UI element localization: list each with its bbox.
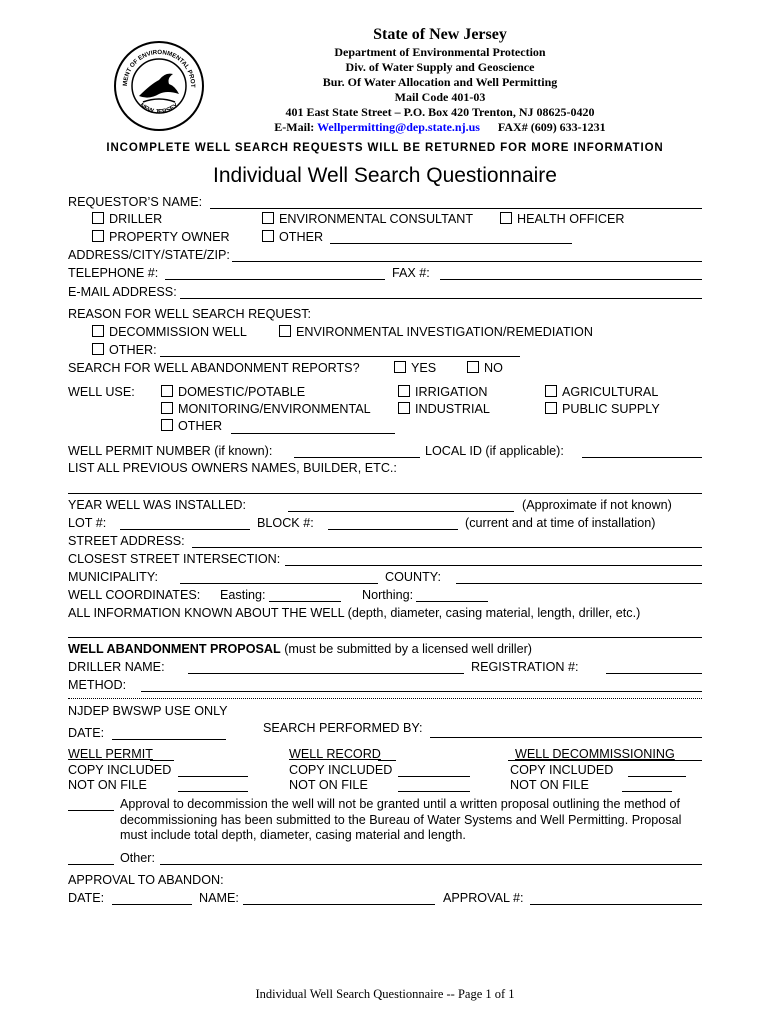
checkbox-driller[interactable]	[92, 212, 162, 226]
checkbox-industrial[interactable]	[398, 402, 490, 416]
well-decom-underline-ext	[508, 760, 702, 761]
svg-text:NEW JERSEY	[138, 102, 180, 116]
checkbox-box[interactable]	[161, 419, 173, 431]
email-fax-line	[230, 120, 650, 135]
checkbox-property-owner[interactable]	[92, 230, 230, 244]
local-id-label: LOCAL ID (if applicable):	[425, 444, 564, 458]
checkbox-well-use-other[interactable]	[161, 419, 222, 433]
other-check-field[interactable]	[68, 864, 114, 865]
permit-not-on-file-field[interactable]	[178, 791, 248, 792]
checkbox-box[interactable]	[161, 402, 173, 414]
permit-number-label: WELL PERMIT NUMBER (if known):	[68, 444, 273, 458]
njdep-other-label: Other:	[120, 851, 155, 865]
county-label: COUNTY:	[385, 570, 441, 584]
registration-label: REGISTRATION #:	[471, 660, 579, 674]
easting-field[interactable]	[269, 601, 341, 602]
checkbox-public-supply-label: PUBLIC SUPPLY	[562, 402, 660, 416]
decom-not-on-file-field[interactable]	[622, 791, 672, 792]
all-info-field[interactable]	[68, 637, 702, 638]
requestor-name-field[interactable]	[210, 208, 702, 209]
decom-copy-field[interactable]	[628, 776, 686, 777]
checkbox-env-consultant-label: ENVIRONMENTAL CONSULTANT	[279, 212, 474, 226]
checkbox-box[interactable]	[279, 325, 291, 337]
incomplete-notice: INCOMPLETE WELL SEARCH REQUESTS WILL BE RETURNED FOR MORE INFORMATION	[106, 142, 664, 154]
lot-field[interactable]	[120, 529, 250, 530]
approval-to-abandon-label: APPROVAL TO ABANDON:	[68, 873, 224, 887]
checkbox-box[interactable]	[92, 325, 104, 337]
checkbox-no-label: NO	[484, 361, 503, 375]
checkbox-requestor-other[interactable]	[262, 230, 323, 244]
fax-number: FAX# (609) 633-1231	[497, 120, 606, 134]
record-not-on-file-label: NOT ON FILE	[289, 778, 368, 792]
reason-other-field[interactable]	[160, 356, 520, 357]
dept-name: Department of Environmental Protection	[334, 45, 546, 59]
checkbox-domestic-label: DOMESTIC/POTABLE	[178, 385, 306, 399]
abandonment-heading: WELL ABANDONMENT PROPOSAL	[68, 642, 281, 656]
street-address-field[interactable]	[192, 547, 702, 548]
checkbox-domestic[interactable]	[161, 385, 305, 399]
requestor-name-label: REQUESTOR’S NAME:	[68, 195, 203, 209]
registration-field[interactable]	[606, 673, 702, 674]
checkbox-box[interactable]	[92, 343, 104, 355]
mail-code: Mail Code 401-03	[394, 90, 486, 104]
easting-label: Easting:	[220, 588, 266, 602]
fax-field[interactable]	[440, 279, 702, 280]
checkbox-no[interactable]	[467, 361, 503, 375]
checkbox-irrigation-label: IRRIGATION	[415, 385, 488, 399]
approval-name-field[interactable]	[243, 904, 435, 905]
block-label: BLOCK #:	[257, 516, 314, 530]
checkbox-reason-other-label: OTHER:	[109, 343, 157, 357]
checkbox-public-supply[interactable]	[545, 402, 660, 416]
email-address-field[interactable]	[180, 298, 702, 299]
email-label: E-Mail:	[274, 120, 315, 134]
bureau-name: Bur. Of Water Allocation and Well Permitting	[322, 75, 558, 89]
record-copy-label: COPY INCLUDED	[289, 763, 393, 777]
county-field[interactable]	[456, 583, 702, 584]
coordinates-label: WELL COORDINATES:	[68, 588, 201, 602]
checkbox-industrial-label: INDUSTRIAL	[415, 402, 490, 416]
previous-owners-field[interactable]	[68, 493, 702, 494]
block-field[interactable]	[328, 529, 458, 530]
municipality-field[interactable]	[180, 583, 378, 584]
checkbox-yes[interactable]	[394, 361, 436, 375]
previous-owners-label: LIST ALL PREVIOUS OWNERS NAMES, BUILDER, ETC.:	[68, 461, 397, 475]
checkbox-box[interactable]	[92, 212, 104, 224]
checkbox-env-consultant[interactable]	[262, 212, 473, 226]
search-abandonment-label: SEARCH FOR WELL ABANDONMENT REPORTS?	[68, 361, 360, 375]
approximate-note: (Approximate if not known)	[522, 498, 672, 512]
checkbox-property-owner-label: PROPERTY OWNER	[109, 230, 230, 244]
checkbox-box[interactable]	[262, 230, 274, 242]
seal-bottom-text: NEW JERSEY	[138, 101, 180, 116]
checkbox-env-investigation-label: ENVIRONMENTAL INVESTIGATION/REMEDIATION	[296, 325, 593, 339]
checkbox-env-investigation[interactable]	[279, 325, 593, 339]
checkbox-health-officer[interactable]	[500, 212, 625, 226]
search-performed-label: SEARCH PERFORMED BY:	[263, 721, 423, 735]
local-id-field[interactable]	[582, 457, 702, 458]
checkbox-agricultural[interactable]	[545, 385, 658, 399]
division-name: Div. of Water Supply and Geoscience	[345, 60, 535, 74]
well-record-underline-ext	[378, 760, 396, 761]
state-title: State of New Jersey	[373, 26, 507, 43]
form-title: Individual Well Search Questionnaire	[213, 164, 557, 187]
requestor-other-field[interactable]	[330, 243, 572, 244]
current-note: (current and at time of installation)	[465, 516, 656, 530]
approval-text: Approval to decommission the well will not be granted until a written proposal outlining the method of decommissioning has been submitted to the Bureau of Water Systems and Well Permitting. Proposal must include total depth, diameter, casing material and length.	[120, 797, 682, 842]
checkbox-irrigation[interactable]	[398, 385, 488, 399]
checkbox-box[interactable]	[398, 385, 410, 397]
well-use-label: WELL USE:	[68, 385, 135, 399]
well-record-heading: WELL RECORD	[289, 747, 381, 761]
checkbox-well-use-other-label: OTHER	[178, 419, 223, 433]
page-footer: Individual Well Search Questionnaire -- Page 1 of 1	[255, 987, 515, 1001]
approval-number-label: APPROVAL #:	[443, 891, 524, 905]
address-field[interactable]	[232, 261, 702, 262]
email-link[interactable]: Wellpermitting@dep.state.nj.us	[317, 120, 480, 134]
method-divider	[68, 698, 702, 699]
well-permit-underline-ext	[150, 760, 174, 761]
checkbox-box[interactable]	[262, 212, 274, 224]
municipality-label: MUNICIPALITY:	[68, 570, 159, 584]
njdep-use-only: NJDEP BWSWP USE ONLY	[68, 704, 228, 718]
checkbox-agricultural-label: AGRICULTURAL	[562, 385, 659, 399]
intersection-label: CLOSEST STREET INTERSECTION:	[68, 552, 281, 566]
year-installed-field[interactable]	[288, 511, 514, 512]
seal-top-text: MENT OF ENVIRONMENTAL PROT	[121, 48, 197, 88]
record-not-on-file-field[interactable]	[398, 791, 470, 792]
checkbox-decommission-label: DECOMMISSION WELL	[109, 325, 247, 339]
telephone-label: TELEPHONE #:	[68, 266, 159, 280]
fax-label: FAX #:	[392, 266, 430, 280]
method-label: METHOD:	[68, 678, 127, 692]
abandonment-heading-line	[68, 642, 532, 656]
checkbox-health-officer-label: HEALTH OFFICER	[517, 212, 625, 226]
permit-copy-field[interactable]	[178, 776, 248, 777]
method-field[interactable]	[141, 691, 702, 692]
checkbox-reason-other[interactable]	[92, 343, 157, 357]
driller-name-label: DRILLER NAME:	[68, 660, 165, 674]
email-address-label: E-MAIL ADDRESS:	[68, 285, 177, 299]
checkbox-requestor-other-label: OTHER	[279, 230, 324, 244]
well-decom-heading: WELL DECOMMISSIONING	[515, 747, 675, 761]
checkbox-driller-label: DRILLER	[109, 212, 163, 226]
njdep-date-label: DATE:	[68, 726, 105, 740]
northing-label: Northing:	[362, 588, 414, 602]
checkbox-box[interactable]	[467, 361, 479, 373]
checkbox-box[interactable]	[398, 402, 410, 414]
checkbox-decommission[interactable]	[92, 325, 247, 339]
checkbox-yes-label: YES	[411, 361, 437, 375]
telephone-field[interactable]	[165, 279, 385, 280]
permit-not-on-file-label: NOT ON FILE	[68, 778, 147, 792]
approval-date-field[interactable]	[112, 904, 192, 905]
reason-label: REASON FOR WELL SEARCH REQUEST:	[68, 307, 312, 321]
intersection-field[interactable]	[285, 565, 702, 566]
approval-date-label: DATE:	[68, 891, 105, 905]
njdep-other-field[interactable]	[160, 864, 702, 865]
abandonment-note: (must be submitted by a licensed well driller)	[284, 642, 532, 656]
northing-field[interactable]	[416, 601, 488, 602]
decom-copy-label: COPY INCLUDED	[510, 763, 614, 777]
mailing-address: 401 East State Street – P.O. Box 420 Trenton, NJ 08625-0420	[285, 105, 595, 119]
approval-name-label: NAME:	[199, 891, 239, 905]
search-performed-field[interactable]	[430, 737, 702, 738]
njdep-seal	[113, 40, 205, 132]
decom-not-on-file-label: NOT ON FILE	[510, 778, 589, 792]
checkbox-box[interactable]	[394, 361, 406, 373]
approval-check-field[interactable]	[68, 810, 114, 811]
address-label: ADDRESS/CITY/STATE/ZIP:	[68, 248, 230, 262]
njdep-date-field[interactable]	[112, 739, 226, 740]
well-permit-heading: WELL PERMIT	[68, 747, 153, 761]
checkbox-box[interactable]	[92, 230, 104, 242]
permit-number-field[interactable]	[294, 457, 420, 458]
checkbox-box[interactable]	[161, 385, 173, 397]
checkbox-box[interactable]	[545, 402, 557, 414]
approval-number-field[interactable]	[530, 904, 702, 905]
driller-name-field[interactable]	[188, 673, 464, 674]
lot-label: LOT #:	[68, 516, 107, 530]
well-use-other-field[interactable]	[231, 433, 395, 434]
permit-copy-label: COPY INCLUDED	[68, 763, 172, 777]
record-copy-field[interactable]	[398, 776, 470, 777]
checkbox-box[interactable]	[500, 212, 512, 224]
street-address-label: STREET ADDRESS:	[68, 534, 185, 548]
checkbox-monitoring[interactable]	[161, 402, 371, 416]
checkbox-box[interactable]	[545, 385, 557, 397]
svg-text:DEPARTMENT OF ENVIRONMENTAL PR	[113, 40, 196, 88]
all-info-label: ALL INFORMATION KNOWN ABOUT THE WELL (depth, diameter, casing material, length, driller, etc.)	[68, 606, 641, 620]
year-installed-label: YEAR WELL WAS INSTALLED:	[68, 498, 246, 512]
checkbox-monitoring-label: MONITORING/ENVIRONMENTAL	[178, 402, 371, 416]
